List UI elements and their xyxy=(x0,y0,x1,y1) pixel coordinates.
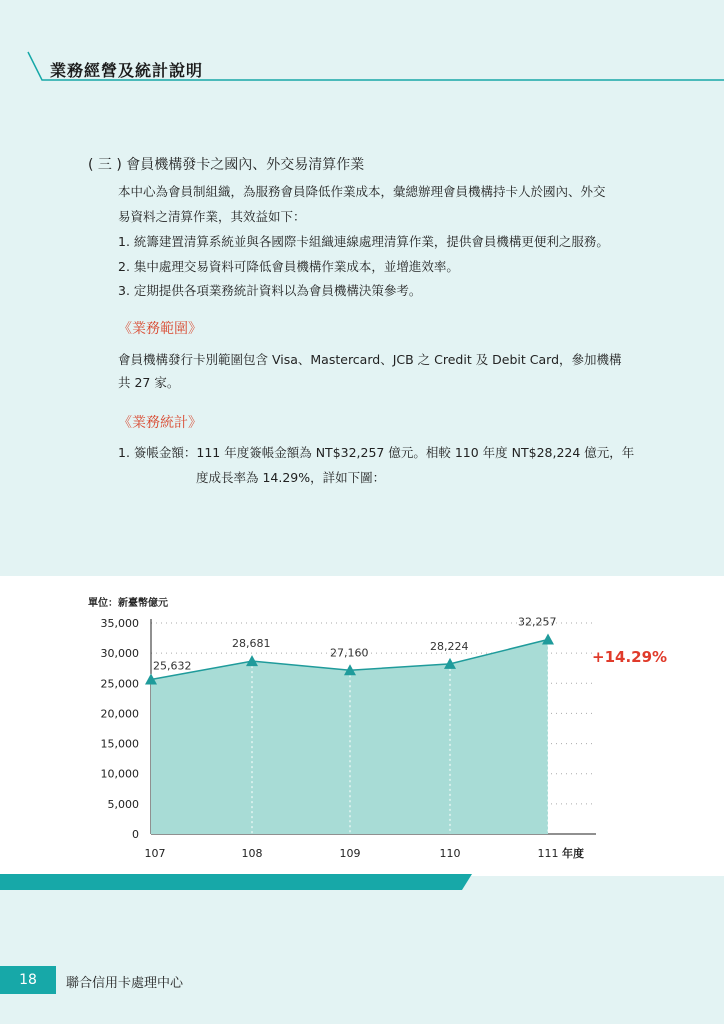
intro-line-1: 本中心為會員制組織，為服務會員降低作業成本，彙總辦理會員機構持卡人於國內、外交 xyxy=(118,184,606,199)
y-tick-label: 10,000 xyxy=(100,767,139,781)
y-tick-label: 5,000 xyxy=(107,797,139,811)
footer-org-name: 聯合信用卡處理中心 xyxy=(66,976,184,991)
benefit-1: 1. 統籌建置清算系統並與各國際卡組織連線處理清算作業，提供會員機構更便利之服務。 xyxy=(118,234,609,249)
page-header xyxy=(0,0,724,90)
scope-line-2: 共 27 家。 xyxy=(118,375,180,390)
x-axis-label: 年度 xyxy=(562,847,584,860)
growth-rate-label: +14.29% xyxy=(592,648,668,666)
x-tick-label: 110 xyxy=(439,847,461,860)
x-tick-label: 111 xyxy=(537,847,559,860)
data-point xyxy=(246,655,258,666)
y-tick-label: 15,000 xyxy=(100,737,139,751)
data-label: 32,257 xyxy=(518,615,557,629)
y-tick-label: 35,000 xyxy=(100,617,139,630)
x-tick-label: 109 xyxy=(339,847,361,860)
data-point xyxy=(542,634,554,645)
benefit-3: 3. 定期提供各項業務統計資料以為會員機構決策參考。 xyxy=(118,283,422,298)
stats-heading: 《業務統計》 xyxy=(118,415,202,431)
chart-panel xyxy=(0,576,724,876)
stats-item-1-cont: 度成長率為 14.29%，詳如下圖： xyxy=(196,470,386,485)
amount-chart xyxy=(0,576,724,876)
stats-item-1: 1. 簽帳金額：111 年度簽帳金額為 NT$32,257 億元。相較 110 年度 NT$28,224 億元，年 xyxy=(118,445,635,460)
page-number: 18 xyxy=(0,966,56,994)
data-label: 25,632 xyxy=(153,659,192,673)
data-label: 28,224 xyxy=(430,639,469,653)
page-title: 業務經營及統計說明 xyxy=(50,61,204,80)
y-tick-label: 0 xyxy=(132,828,139,841)
data-label: 27,160 xyxy=(330,646,369,660)
x-tick-label: 107 xyxy=(144,847,166,860)
intro-line-2: 易資料之清算作業，其效益如下： xyxy=(118,209,306,224)
section-title: ( 三 ) 會員機構發卡之國內、外交易清算作業 xyxy=(88,157,365,173)
scope-line-1: 會員機構發行卡別範圍包含 Visa、Mastercard、JCB 之 Credit 及 Debit Card，參加機構 xyxy=(118,352,622,367)
teal-band xyxy=(0,874,724,890)
y-tick-label: 20,000 xyxy=(100,707,139,721)
chart-unit-label: 單位：新臺幣億元 xyxy=(88,598,168,609)
data-label: 28,681 xyxy=(232,637,271,651)
y-tick-label: 30,000 xyxy=(100,647,139,661)
x-tick-label: 108 xyxy=(241,847,263,860)
y-tick-label: 25,000 xyxy=(100,677,139,691)
scope-heading: 《業務範圍》 xyxy=(118,321,202,337)
benefit-2: 2. 集中處理交易資料可降低會員機構作業成本，並增進效率。 xyxy=(118,259,459,274)
